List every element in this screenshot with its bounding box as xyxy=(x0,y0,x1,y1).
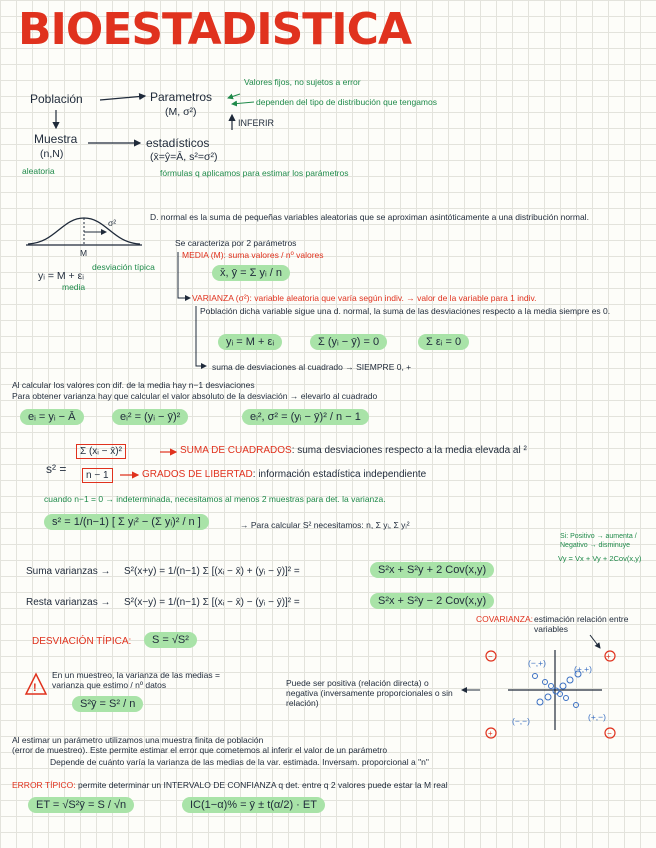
muestra-label: Muestra xyxy=(34,132,78,146)
suma-cuadrados-line xyxy=(180,445,527,456)
grados-label: GRADOS DE LIBERTAD xyxy=(142,469,253,480)
error-tipico-label: ERROR TÍPICO: xyxy=(12,780,76,790)
page-title: BIOESTADISTICA xyxy=(18,4,412,55)
suma-varianzas-label: Suma varianzas → xyxy=(26,566,111,577)
error-tipico-formula: ET = √S²ȳ = S / √n xyxy=(28,797,134,813)
error-line2: Depende de cuánto varía la varianza de las medias de la var. estimada. Inversam. proporcional a "n" xyxy=(50,757,429,767)
ei2-formula: eᵢ² = (yᵢ − ȳ)² xyxy=(112,409,188,425)
error-line1b: (error de muestreo). Este permite estimar el error que cometemos al inferir el valor de un parámetro xyxy=(12,745,388,755)
svg-text:!: ! xyxy=(33,682,37,694)
desviacion-tipica-note: desviación típica xyxy=(92,262,155,272)
quadrant-neg-neg: (−,−) xyxy=(512,716,530,726)
resta-varianzas-formula: S²(x−y) = 1/(n−1) Σ [(xᵢ − x̄) − (yᵢ − ȳ)]² = xyxy=(124,597,300,608)
mu-label: M xyxy=(80,248,88,258)
intervalo-confianza-formula: IC(1−α)% = ȳ ± t(α/2) · ET xyxy=(182,797,325,813)
muestreo-formula: S²ȳ = S² / n xyxy=(72,696,143,712)
s2-lhs: s² = xyxy=(46,462,67,476)
svg-text:+: + xyxy=(606,652,611,661)
covarianza-sign-note: Puede ser positiva (relación directa) o negativa (inversamente proporcionales o sin relación) xyxy=(286,678,453,708)
sigma-label: σ² xyxy=(108,218,117,228)
cuando-note: cuando n−1 = 0 → indeterminada, necesitamos al menos 2 muestras para det. la varianza. xyxy=(44,494,386,504)
quadrant-neg-pos: (−,+) xyxy=(528,658,546,668)
quadrant-pos-neg: (+,−) xyxy=(588,712,606,722)
desviaciones-line2: Para obtener varianza hay que calcular el valor absoluto de la desviación → elevarlo al cuadrado xyxy=(12,391,378,401)
grados-desc: : información estadística independiente xyxy=(252,469,427,480)
resta-varianzas-result: S²x + S²y − 2 Cov(x,y) xyxy=(370,593,494,609)
suma-cuadrados-desc: : suma desviaciones respecto a la media elevada al ² xyxy=(291,445,527,456)
media-line xyxy=(182,250,324,260)
estadisticos-symbols: (x̄=ŷ=Ā, s²=σ²) xyxy=(150,151,218,163)
resta-varianzas-label: Resta varianzas → xyxy=(26,597,111,608)
covarianza-desc: estimación relación entre variables xyxy=(534,614,629,634)
sum-zero-formula: Σ (yᵢ − ȳ) = 0 xyxy=(310,334,387,350)
parametros-symbols: (M, σ²) xyxy=(165,106,197,118)
inferir-label: INFERIR xyxy=(238,118,274,128)
ei2-sigma-formula: eᵢ², σ² = (yᵢ − ȳ)² / n − 1 xyxy=(242,409,369,425)
yi-full-formula: yᵢ = M + εᵢ xyxy=(218,334,282,350)
parametros-label: Parametros xyxy=(150,90,213,104)
error-tipico-desc: permite determinar un INTERVALO DE CONFIANZA q det. entre q 2 valores puede estar la M real xyxy=(77,780,448,790)
muestreo-warning: En un muestreo, la varianza de las medias = varianza que estimo / nº datos xyxy=(52,670,220,690)
desviaciones-line1: Al calcular los valores con dif. de la media hay n−1 desviaciones xyxy=(12,380,255,390)
svg-text:+: + xyxy=(488,729,493,738)
varianza-sub: Población dicha variable sigue una d. normal, la suma de las desviaciones respecto a la media siempre es 0. xyxy=(200,306,611,316)
para-calcular: → Para calcular S² necesitamos: n, Σ yᵢ, Σ yᵢ² xyxy=(240,520,410,530)
desviacion-tipica-formula: S = √S² xyxy=(144,632,197,648)
media-note: media xyxy=(62,282,86,292)
caracteriza-text: Se caracteriza por 2 parámetros xyxy=(175,238,297,248)
note-fixed-values: Valores fijos, no sujetos a error xyxy=(244,77,361,87)
suma-desviaciones: suma de desviaciones al cuadrado → SIEMPRE 0, + xyxy=(212,362,412,372)
quadrant-pos-pos: (+,+) xyxy=(574,664,592,674)
s2-formula-2: s² = 1/(n−1) [ Σ yᵢ² − (Σ yᵢ)² / n ] xyxy=(44,514,209,530)
error-line1: Al estimar un parámetro utilizamos una muestra finita de población xyxy=(12,735,264,745)
suma-varianzas-formula: S²(x+y) = 1/(n−1) Σ [(xᵢ − x̄) + (yᵢ − ȳ)]² = xyxy=(124,566,300,577)
estadisticos-label: estadísticos xyxy=(146,136,210,150)
svg-text:−: − xyxy=(607,729,612,738)
note-depend: dependen del tipo de distribución que tengamos xyxy=(256,97,437,107)
vy-formula: Vy = Vx + Vy + 2Cov(x,y) xyxy=(558,554,642,563)
media-formula: x̄, ȳ = Σ yᵢ / n xyxy=(212,265,290,281)
covarianza-line xyxy=(476,614,533,624)
error-tipico-line xyxy=(12,780,448,790)
ei-formula: eᵢ = yᵢ − Ā xyxy=(20,409,84,425)
formulas-note: fórmulas q aplicamos para estimar los parámetros xyxy=(160,168,349,178)
normal-intro: D. normal es la suma de pequeñas variables aleatorias que se aproximan asintóticamente a una distribución normal. xyxy=(150,212,589,222)
muestra-symbols: (n,N) xyxy=(40,148,64,160)
s2-denominator: n − 1 xyxy=(82,468,113,483)
poblacion-label: Población xyxy=(30,92,83,106)
varianza-line xyxy=(192,293,652,303)
s2-numerator: Σ (xᵢ − x̄)² xyxy=(76,444,126,459)
desviacion-tipica-label: DESVIACIÓN TÍPICA: xyxy=(32,636,132,647)
varianza-line-text: VARIANZA (σ²): variable aleatoria que varía según indiv. → valor de la variable para 1 indiv. xyxy=(192,293,537,303)
suma-varianzas-result: S²x + S²y + 2 Cov(x,y) xyxy=(370,562,494,578)
suma-cuadrados-label: SUMA DE CUADRADOS xyxy=(180,445,292,456)
svg-text:−: − xyxy=(488,652,493,661)
covarianza-label: COVARIANZA: xyxy=(476,614,533,624)
yi-formula-left: yᵢ = M + εᵢ xyxy=(38,270,84,282)
media-line-text: MEDIA (M): suma valores / nº valores xyxy=(182,250,324,260)
eps-zero-formula: Σ εᵢ = 0 xyxy=(418,334,469,350)
aleatoria-note: aleatoria xyxy=(22,166,55,176)
grados-line xyxy=(142,469,426,480)
side-note: Si: Positivo → aumenta / Negativo → disminuye xyxy=(560,533,637,549)
